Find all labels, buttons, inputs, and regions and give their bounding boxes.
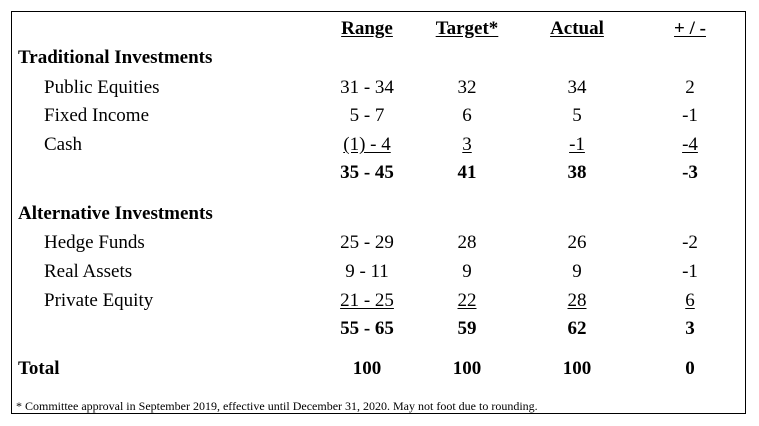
table-row: [12, 288, 745, 314]
total-delta: 0: [685, 358, 695, 379]
target-value: 32: [457, 77, 477, 98]
subtotal-row: [12, 316, 745, 342]
delta-value: -4: [682, 134, 698, 155]
section-title-alternative: Alternative Investments: [18, 203, 213, 224]
total-target: 100: [452, 358, 482, 379]
range-value: 9 - 11: [345, 261, 389, 282]
actual-value: 28: [567, 290, 587, 311]
subtotal-range: 55 - 65: [340, 318, 394, 339]
delta-value: -1: [682, 261, 698, 282]
allocation-table: [11, 11, 746, 414]
table-row: [12, 103, 745, 129]
header-range: Range: [341, 18, 393, 39]
delta-value: 6: [685, 290, 695, 311]
actual-value: 34: [567, 77, 587, 98]
header-delta: + / -: [674, 18, 706, 39]
row-label: Cash: [44, 134, 82, 155]
actual-value: 26: [567, 232, 587, 253]
actual-value: -1: [569, 134, 585, 155]
subtotal-target: 59: [457, 318, 477, 339]
range-value: 21 - 25: [340, 290, 394, 311]
range-value: 25 - 29: [340, 232, 394, 253]
total-range: 100: [352, 358, 382, 379]
table-row: [12, 230, 745, 256]
row-label: Private Equity: [44, 290, 154, 311]
subtotal-row: [12, 160, 745, 186]
subtotal-actual: 38: [567, 162, 587, 183]
header-actual: Actual: [550, 18, 604, 39]
section-title-row: [12, 45, 745, 71]
total-label: Total: [18, 358, 60, 379]
target-value: 6: [462, 105, 472, 126]
actual-value: 5: [572, 105, 582, 126]
total-actual: 100: [562, 358, 592, 379]
range-value: 5 - 7: [349, 105, 385, 126]
section-title-row: [12, 201, 745, 227]
table-row: [12, 75, 745, 101]
row-label: Real Assets: [44, 261, 133, 282]
row-label: Hedge Funds: [44, 232, 145, 253]
subtotal-actual: 62: [567, 318, 587, 339]
table-row: [12, 132, 745, 158]
section-title-traditional: Traditional Investments: [18, 47, 213, 68]
delta-value: -1: [682, 105, 698, 126]
row-label: Fixed Income: [44, 105, 150, 126]
header-row: [12, 16, 745, 42]
header-target: Target*: [435, 18, 499, 39]
footnote: * Committee approval in September 2019, effective until December 31, 2020. May not foot due to rounding.: [16, 399, 538, 413]
row-label: Public Equities: [44, 77, 160, 98]
range-value: (1) - 4: [343, 134, 391, 155]
target-value: 28: [457, 232, 477, 253]
table-row: [12, 259, 745, 285]
target-value: 22: [457, 290, 477, 311]
subtotal-range: 35 - 45: [340, 162, 394, 183]
total-row: [12, 356, 745, 382]
subtotal-delta: -3: [682, 162, 698, 183]
subtotal-target: 41: [457, 162, 477, 183]
subtotal-delta: 3: [685, 318, 695, 339]
target-value: 3: [462, 134, 472, 155]
delta-value: 2: [685, 77, 695, 98]
target-value: 9: [462, 261, 472, 282]
actual-value: 9: [572, 261, 582, 282]
range-value: 31 - 34: [340, 77, 394, 98]
delta-value: -2: [682, 232, 698, 253]
